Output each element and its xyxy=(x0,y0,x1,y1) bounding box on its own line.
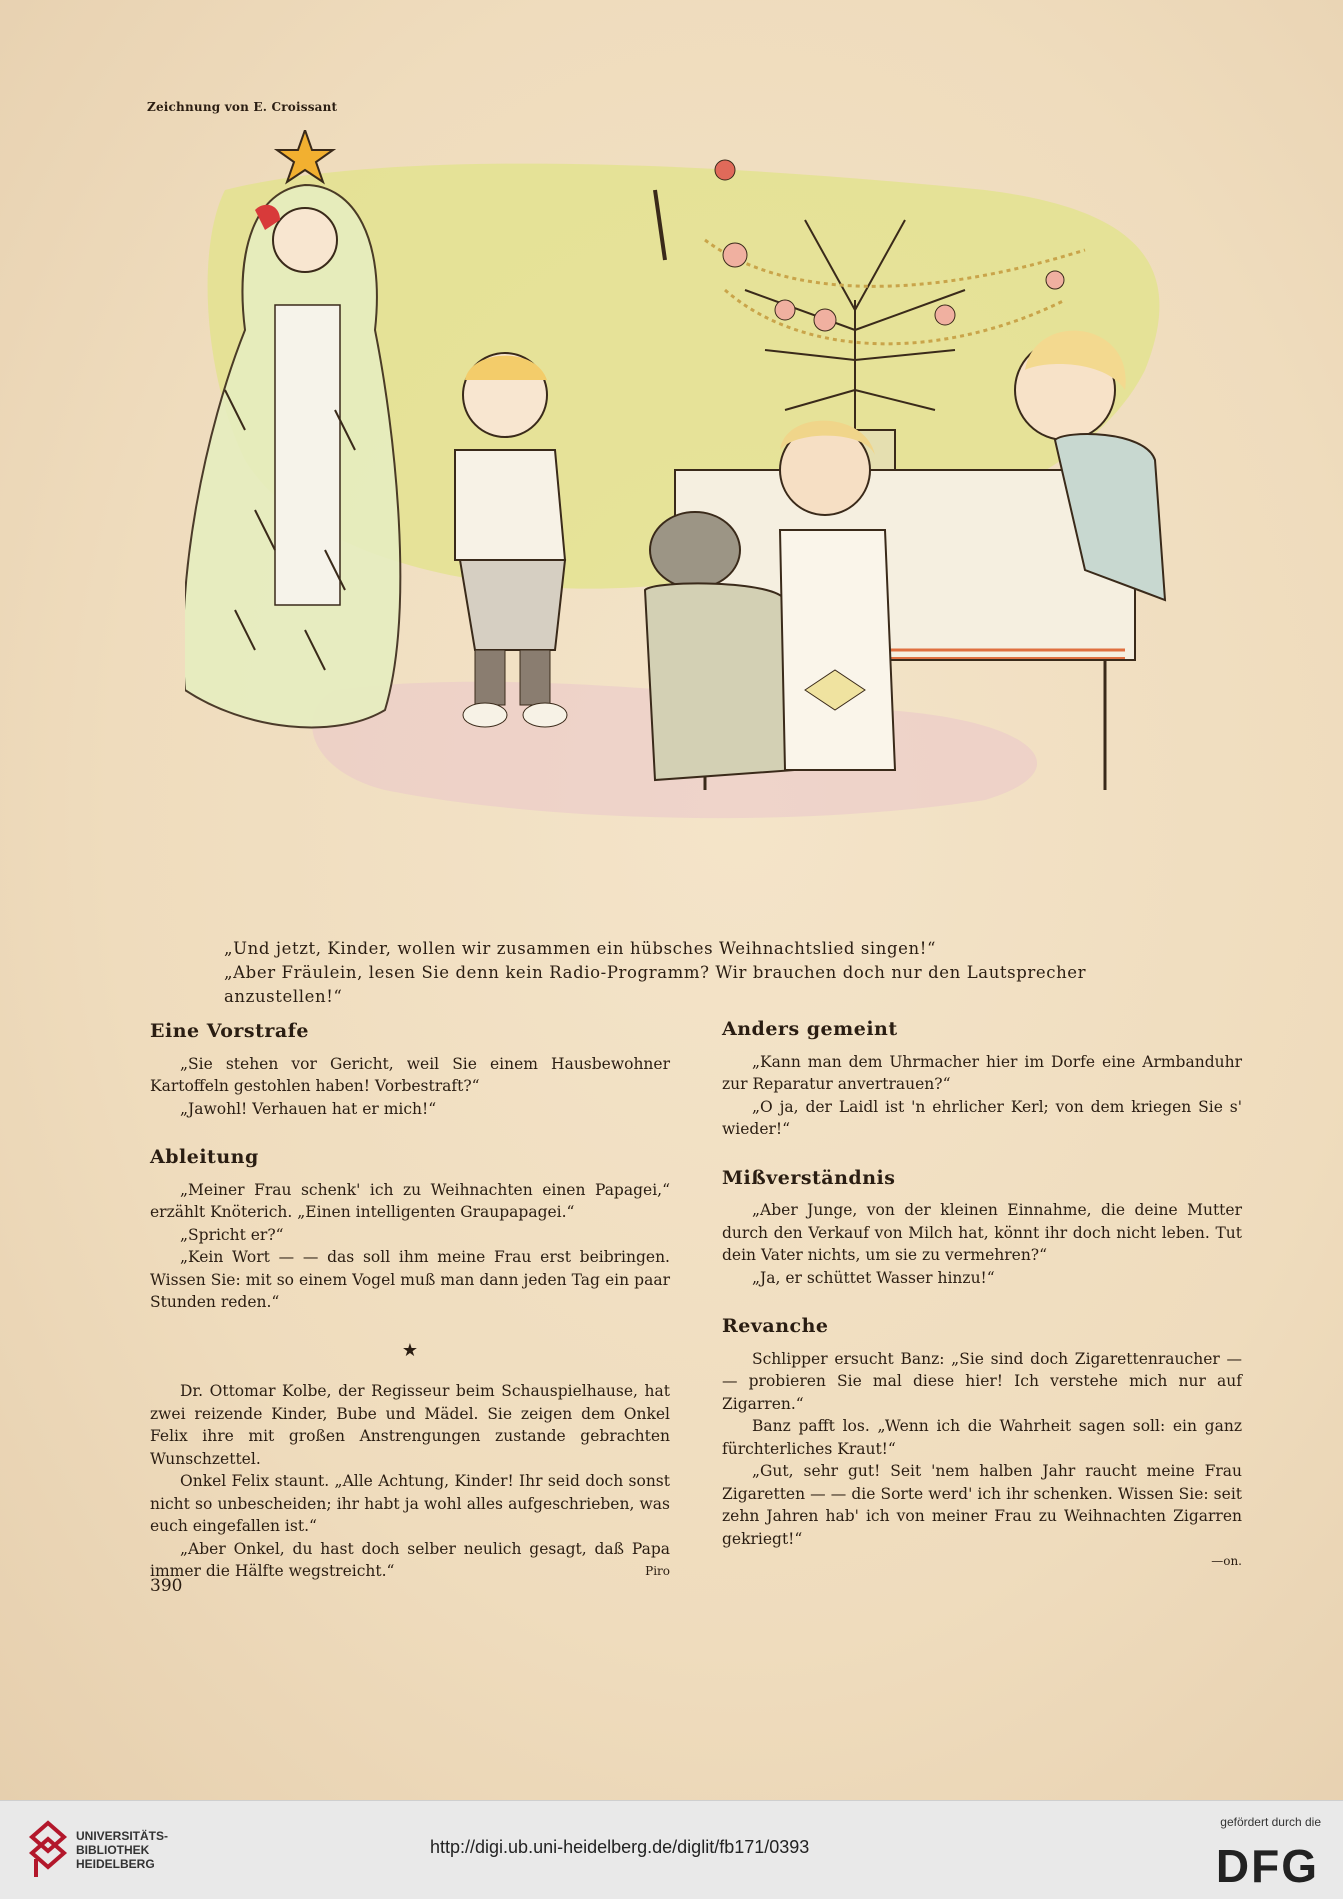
caption-line-1: „Und jetzt, Kinder, wollen wir zusammen ein hübsches Weihnachtslied singen!“ xyxy=(224,939,937,958)
university-name-line: BIBLIOTHEK xyxy=(76,1843,150,1857)
section-title: Revanche xyxy=(722,1315,829,1337)
section-title: Ableitung xyxy=(150,1146,259,1168)
section-kolbe-story xyxy=(150,1380,670,1583)
sailor-boy xyxy=(455,450,565,560)
paragraph: Banz pafft los. „Wenn ich die Wahrheit sagen soll: ein ganz fürchterliches Kraut!“ xyxy=(722,1417,1242,1458)
section-title: Mißverständnis xyxy=(722,1166,896,1189)
paragraph: „Aber Junge, von der kleinen Einnahme, die deine Mutter durch den Verkauf von Milch hat, könnt ihr doch nicht leben. Tut dein Vater nichts, um sie zu vermehren?“ xyxy=(722,1201,1242,1264)
paragraph: „Jawohl! Verhauen hat er mich!“ xyxy=(180,1099,437,1118)
page-number: 390 xyxy=(150,1576,183,1596)
paragraph: „Kann man dem Uhrmacher hier im Dorfe eine Armbanduhr zur Reparatur anvertrauen?“ xyxy=(722,1052,1242,1093)
right-column xyxy=(722,1018,1242,1576)
university-logo-icon xyxy=(28,1819,68,1879)
paragraph: „Ja, er schüttet Wasser hinzu!“ xyxy=(752,1268,995,1287)
paragraph: „Meiner Frau schenk' ich zu Weihnachten einen Papagei,“ erzählt Knöterich. „Einen intelligenten Graupapagei.“ xyxy=(150,1180,670,1221)
boy-from-behind xyxy=(645,583,795,780)
author-signature: Piro xyxy=(645,1564,670,1578)
section-ableitung xyxy=(150,1146,670,1314)
paragraph: Dr. Ottomar Kolbe, der Regisseur beim Schauspielhause, hat zwei reizende Kinder, Bube und Mädel. Sie zeigen dem Onkel Felix ihre mit großen Anstrengungen zustande gebrachten Wunschzettel. xyxy=(150,1382,670,1468)
boy-from-behind-head xyxy=(650,512,740,588)
section-eine-vorstrafe xyxy=(150,1020,670,1120)
illustration-credit: Zeichnung von E. Croissant xyxy=(147,100,338,114)
paragraph: „Sie stehen vor Gericht, weil Sie einem Hausbewohner Kartoffeln gestohlen haben! Vorbestraft?“ xyxy=(150,1054,670,1095)
paragraph-text: „Aber Onkel, du hast doch selber neulich gesagt, daß Papa immer die Hälfte wegstreicht.“ xyxy=(150,1539,670,1580)
section-missverstaendnis xyxy=(722,1167,1242,1290)
dfg-logo: DFG xyxy=(1215,1840,1319,1892)
section-anders-gemeint xyxy=(722,1018,1242,1141)
permalink-url[interactable]: http://digi.ub.uni-heidelberg.de/diglit/fb171/0393 xyxy=(430,1837,810,1857)
section-revanche xyxy=(722,1315,1242,1568)
paragraph: „O ja, der Laidl ist 'n ehrlicher Kerl; von dem kriegen Sie s' wieder!“ xyxy=(722,1097,1242,1138)
footer-bar xyxy=(0,1800,1343,1899)
section-title: Anders gemeint xyxy=(722,1018,898,1040)
star-divider-icon: ★ xyxy=(401,1339,419,1361)
university-name-line: UNIVERSITÄTS- xyxy=(76,1829,169,1843)
university-name-line: HEIDELBERG xyxy=(76,1857,155,1871)
author-signature: —on. xyxy=(1211,1554,1242,1568)
paragraph: „Spricht er?“ xyxy=(180,1225,284,1244)
christmas-illustration xyxy=(185,130,1215,910)
paragraph xyxy=(150,1538,670,1583)
illustration-caption xyxy=(224,937,1184,1009)
paragraph: „Gut, sehr gut! Seit 'nem halben Jahr raucht meine Frau Zigaretten — — die Sorte werd' ich ihr schenken. Wissen Sie: seit zehn Jahren hab' ich von meiner Frau zu Weihnachten Zigarren gekriegt!“ xyxy=(722,1462,1242,1548)
funding-note: gefördert durch die xyxy=(1220,1815,1321,1829)
paragraph: „Kein Wort — — das soll ihm meine Frau erst beibringen. Wissen Sie: mit so einem Vogel muß man dann jeden Tag ein paar Stunden reden.“ xyxy=(150,1248,670,1311)
caption-line-2: „Aber Fräulein, lesen Sie denn kein Radio-Programm? Wir brauchen doch nur den Lautsprecher anzustellen!“ xyxy=(224,963,1087,1006)
section-title: Eine Vorstrafe xyxy=(150,1020,309,1042)
left-column xyxy=(150,1020,670,1609)
blonde-girl xyxy=(780,530,895,770)
paragraph: Onkel Felix staunt. „Alle Achtung, Kinder! Ihr seid doch sonst nicht so unbescheiden; ihr habt ja wohl alles aufgeschrieben, was euch eingefallen ist.“ xyxy=(150,1472,670,1535)
university-name xyxy=(76,1829,168,1871)
paragraph: Schlipper ersucht Banz: „Sie sind doch Zigarettenraucher — — probieren Sie mal diese hier! Ich verstehe mich nur auf Zigarren.“ xyxy=(722,1349,1242,1413)
